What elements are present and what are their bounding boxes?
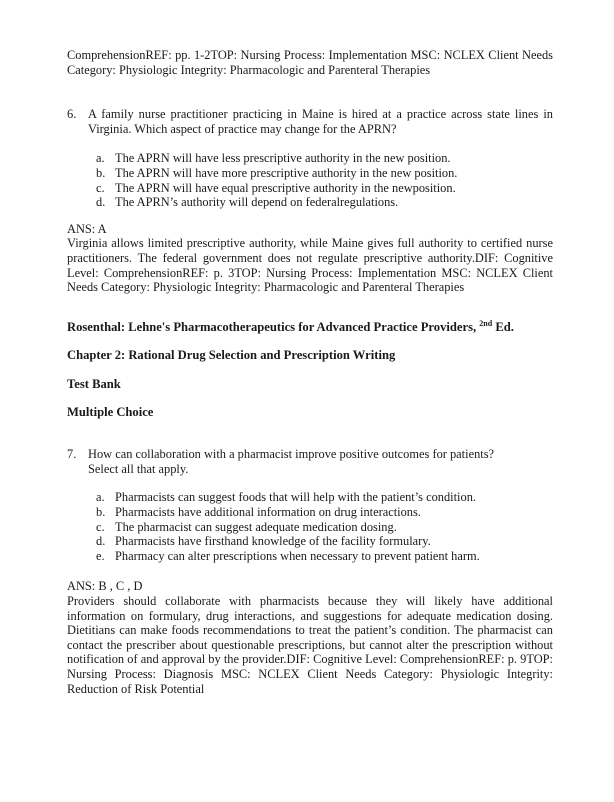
option-letter: b.	[96, 165, 106, 180]
chapter-heading: Chapter 2: Rational Drug Selection and Prescription Writing	[67, 348, 396, 363]
question-7	[67, 447, 553, 476]
option-row	[96, 505, 553, 520]
question-6	[67, 107, 553, 136]
meta-paragraph-top: ComprehensionREF: pp. 1-2TOP: Nursing Process: Implementation MSC: NCLEX Client Needs Category: Physiologic Integrity: Pharmacologic and Parenteral Therapies	[67, 48, 553, 77]
option-text: The APRN will have more prescriptive authority in the new position.	[115, 165, 458, 180]
option-letter: c.	[96, 519, 105, 534]
book-title-main: Rosenthal: Lehne's Pharmacotherapeutics for Advanced Practice Providers,	[67, 319, 477, 334]
option-row	[96, 151, 553, 166]
option-letter: a.	[96, 490, 105, 505]
option-text: The APRN will have equal prescriptive authority in the newposition.	[115, 180, 456, 195]
section-headings	[67, 320, 553, 421]
question-stem-line-2: Select all that apply.	[88, 461, 189, 476]
question-stem-line-1: How can collaboration with a pharmacist improve positive outcomes for patients?	[88, 447, 495, 462]
question-stem: A family nurse practitioner practicing in Maine is hired at a practice across state lines in Virginia. Which aspect of practice may change for the APRN?	[88, 107, 553, 136]
option-row	[96, 195, 553, 210]
question-6-options	[96, 151, 553, 209]
option-row	[96, 181, 553, 196]
option-letter: e.	[96, 548, 105, 563]
option-letter: d.	[96, 534, 106, 549]
test-bank-heading: Test Bank	[67, 376, 121, 391]
question-number: 7.	[67, 447, 77, 462]
book-title-heading	[67, 320, 553, 335]
option-row	[96, 520, 553, 535]
option-text: The APRN will have less prescriptive authority in the new position.	[115, 151, 451, 166]
option-text: Pharmacists have additional information on drug interactions.	[115, 505, 421, 519]
option-text: Pharmacists have firsthand knowledge of the facility formulary.	[115, 534, 431, 549]
option-row	[96, 166, 553, 181]
option-letter: d.	[96, 195, 106, 210]
book-title-tail: Ed.	[492, 319, 514, 334]
option-row	[96, 490, 553, 505]
rationale-paragraph: Providers should collaborate with pharmacists because they will likely have additional information on formulary, drug interactions, and suggestions for adequate medication dosing. Dietitians can make foods recommendations to treat the patient’s condition. The pharmacist can contact the prescriber about questionable prescriptions, but cannot alter the prescription without notification of and approval by the provider.DIF: Cognitive Level: ComprehensionREF: p. 9TOP: Nursing Process: Diagnosis MSC: NCLEX Client Needs Category: Physiologic Integrity: Reduction of Risk Potential	[67, 593, 553, 696]
rationale-paragraph: Virginia allows limited prescriptive authority, while Maine gives full authority to certified nurse practitioners. The federal government does not regulate prescriptive authority.DIF: Cognitive Level: ComprehensionREF: p. 3TOP: Nursing Process: Implementation MSC: NCLEX Client Needs Category: Physiologic Integrity: Pharmacologic and Parenteral Therapies	[67, 236, 553, 295]
question-stem	[88, 447, 553, 476]
question-7-answer-block	[67, 579, 553, 696]
book-edition-superscript: 2nd	[479, 318, 493, 328]
question-number: 6.	[67, 107, 77, 122]
answer-line: ANS: B , C , D	[67, 579, 143, 594]
answer-line: ANS: A	[67, 221, 107, 236]
option-row	[96, 549, 553, 564]
option-text: The APRN’s authority will depend on federalregulations.	[115, 195, 399, 210]
question-6-answer-block	[67, 222, 553, 295]
option-letter: c.	[96, 180, 105, 195]
question-7-options	[96, 490, 553, 563]
multiple-choice-heading: Multiple Choice	[67, 405, 154, 420]
option-text: Pharmacists can suggest foods that will help with the patient’s condition.	[115, 490, 476, 505]
option-text: Pharmacy can alter prescriptions when necessary to prevent patient harm.	[115, 548, 480, 563]
option-text: The pharmacist can suggest adequate medication dosing.	[115, 519, 397, 534]
option-letter: b.	[96, 505, 106, 519]
option-letter: a.	[96, 151, 105, 166]
option-row	[96, 534, 553, 549]
